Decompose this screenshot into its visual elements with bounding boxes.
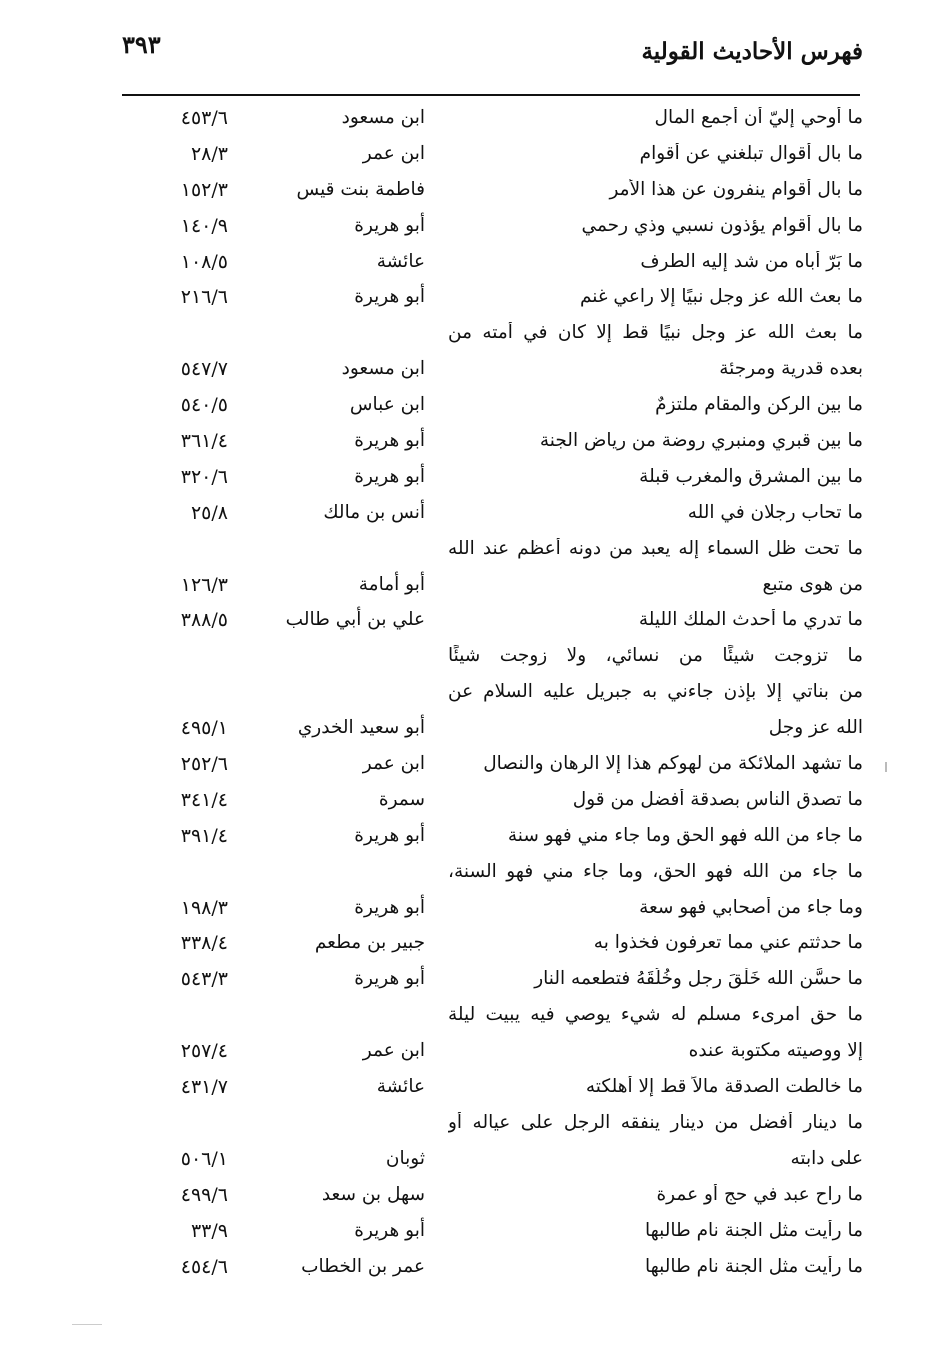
entry-line xyxy=(0,858,935,894)
hadith-text: الله عز وجل xyxy=(768,717,863,739)
narrator-name: ابن عباس xyxy=(349,394,425,416)
volume-page-reference: ٤٩٥/١ xyxy=(180,717,228,740)
narrator-name: ابن مسعود xyxy=(341,107,425,128)
hadith-text: ما تحت ظل السماء إله يعبد من دونه أعظم عند الله xyxy=(448,537,863,559)
entry-line xyxy=(0,1037,935,1073)
hadith-text: من هوى متبع xyxy=(762,573,863,595)
volume-page-reference: ٢١٦/٦ xyxy=(180,286,228,309)
hadith-text: ما حسَّن الله خَلْقَ رجل وخُلُقَهُ فتطعمه النار xyxy=(534,968,863,990)
narrator-name: عائشة xyxy=(376,250,425,272)
narrator-name: ابن مسعود xyxy=(341,358,425,380)
hadith-text: ما بين الركن والمقام ملتزمٌ xyxy=(655,394,863,416)
narrator-name: ابن عمر xyxy=(362,753,425,775)
entry-line xyxy=(0,786,935,822)
index-entry xyxy=(0,535,935,607)
entry-line xyxy=(0,104,935,140)
narrator-name: سهل بن سعد xyxy=(321,1183,425,1205)
volume-page-reference: ٣٤١/٤ xyxy=(180,788,228,811)
narrator-name: أنس بن مالك xyxy=(323,501,425,523)
entry-line xyxy=(0,678,935,714)
hadith-text: بعده قدرية ومرجئة xyxy=(719,358,863,380)
entry-line xyxy=(0,1181,935,1217)
entry-line xyxy=(0,176,935,212)
entry-line xyxy=(0,355,935,391)
hadith-text: ما بعث الله عز وجل نبيًا إلا راعي غنم xyxy=(579,286,863,308)
narrator-name: فاطمة بنت قيس xyxy=(296,178,425,200)
index-entry xyxy=(0,176,935,212)
volume-page-reference: ٤٩٩/٦ xyxy=(180,1183,228,1206)
entry-line xyxy=(0,894,935,930)
entry-line xyxy=(0,750,935,786)
entry-line xyxy=(0,535,935,571)
index-entry xyxy=(0,606,935,642)
volume-page-reference: ٣٨٨/٥ xyxy=(180,609,228,632)
index-entry xyxy=(0,319,935,391)
index-entry xyxy=(0,427,935,463)
volume-page-reference: ٥٠٦/١ xyxy=(180,1147,228,1170)
entry-line xyxy=(0,965,935,1001)
entry-line xyxy=(0,606,935,642)
index-entry xyxy=(0,929,935,965)
hadith-text: ما أُوحي إليّ أن أجمع المال xyxy=(654,107,863,128)
narrator-name: أبو هريرة xyxy=(354,968,425,990)
volume-page-reference: ٥٤٠/٥ xyxy=(180,394,228,417)
entry-line xyxy=(0,1073,935,1109)
hadith-text: ما دينار أفضل من دينار ينفقه الرجل على عياله أو xyxy=(448,1111,863,1133)
index-entry xyxy=(0,248,935,284)
index-entry xyxy=(0,965,935,1001)
entry-line xyxy=(0,463,935,499)
entry-line xyxy=(0,1217,935,1253)
volume-page-reference: ٣٦١/٤ xyxy=(180,430,228,453)
narrator-name: ابن عمر xyxy=(362,1040,425,1062)
running-header-title: فهرس الأحاديث القولية xyxy=(641,38,863,65)
volume-page-reference: ٢٥٢/٦ xyxy=(180,753,228,776)
index-entry xyxy=(0,140,935,176)
narrator-name: أبو هريرة xyxy=(354,896,425,918)
volume-page-reference: ٥٤٧/٧ xyxy=(180,358,228,381)
entry-line xyxy=(0,929,935,965)
hadith-text: ما بال أقوام يؤذون نسبي وذي رحمي xyxy=(581,214,863,236)
entry-line xyxy=(0,822,935,858)
volume-page-reference: ٣٩١/٤ xyxy=(180,824,228,847)
index-entry xyxy=(0,391,935,427)
volume-page-reference: ١٥٢/٣ xyxy=(180,178,228,201)
index-entry xyxy=(0,1073,935,1109)
hadith-text: ما رأيت مثل الجنة نام طالبها xyxy=(644,1255,863,1277)
hadith-text: ما تشهد الملائكة من لهوكم هذا إلا الرهان والنصال xyxy=(483,753,863,775)
index-entry xyxy=(0,463,935,499)
entry-line xyxy=(0,140,935,176)
hadith-index-list xyxy=(0,104,935,1288)
entry-line xyxy=(0,427,935,463)
index-entry xyxy=(0,104,935,140)
hadith-text: ما تصدق الناس بصدقة أفضل من قول xyxy=(572,788,863,810)
hadith-text: ما بين المشرق والمغرب قبلة xyxy=(639,465,863,487)
hadith-text: ما جاء من الله فهو الحق وما جاء مني فهو سنة xyxy=(507,824,863,846)
narrator-name: أبو سعيد الخدري xyxy=(297,717,425,739)
entry-line xyxy=(0,642,935,678)
narrator-name: سمرة xyxy=(378,788,425,810)
narrator-name: أبو هريرة xyxy=(354,430,425,452)
hadith-text: ما رأيت مثل الجنة نام طالبها xyxy=(644,1219,863,1241)
index-entry xyxy=(0,499,935,535)
volume-page-reference: ١٤٠/٩ xyxy=(180,214,228,237)
narrator-name: أبو هريرة xyxy=(354,824,425,846)
volume-page-reference: ٤٣١/٧ xyxy=(180,1076,228,1099)
hadith-text: ما تحاب رجلان في الله xyxy=(687,501,863,523)
volume-page-reference: ١٩٨/٣ xyxy=(180,896,228,919)
narrator-name: أبو هريرة xyxy=(354,286,425,308)
header-rule xyxy=(122,94,860,96)
index-entry xyxy=(0,822,935,858)
index-entry xyxy=(0,786,935,822)
entry-line xyxy=(0,1253,935,1289)
narrator-name: عمر بن الخطاب xyxy=(301,1255,425,1277)
entry-line xyxy=(0,283,935,319)
volume-page-reference: ٣٣/٩ xyxy=(190,1219,228,1242)
volume-page-reference: ٢٥٧/٤ xyxy=(180,1040,228,1063)
volume-page-reference: ٢٥/٨ xyxy=(190,501,228,524)
index-entry xyxy=(0,858,935,930)
hadith-text: ما بال أقوال تبلغني عن أقوام xyxy=(639,142,863,164)
index-entry xyxy=(0,1253,935,1289)
entry-line xyxy=(0,248,935,284)
index-entry xyxy=(0,1001,935,1073)
hadith-text: ما جاء من الله فهو الحق، وما جاء مني فهو السنة، xyxy=(448,860,863,882)
hadith-text: من بناتي إلا بإذن جاءني به جبريل عليه السلام عن xyxy=(448,681,863,703)
index-entry xyxy=(0,750,935,786)
narrator-name: عائشة xyxy=(376,1076,425,1098)
page-number: ٣٩٣ xyxy=(122,30,161,59)
entry-line xyxy=(0,212,935,248)
volume-page-reference: ١٠٨/٥ xyxy=(180,250,228,273)
entry-line xyxy=(0,391,935,427)
entry-line xyxy=(0,1109,935,1145)
volume-page-reference: ٢٨/٣ xyxy=(190,142,228,165)
narrator-name: أبو هريرة xyxy=(354,1219,425,1241)
narrator-name: أبو أمامة xyxy=(358,573,425,595)
index-entry xyxy=(0,1217,935,1253)
volume-page-reference: ٣٣٨/٤ xyxy=(180,932,228,955)
hadith-text: ما تزوجت شيئًا من نسائي، ولا زوجت شيئًا xyxy=(448,645,863,667)
hadith-text: ما بَرّ أباه من شد إليه الطرف xyxy=(640,250,863,272)
narrator-name: علي بن أبي طالب xyxy=(285,609,425,631)
hadith-text: ما تدري ما أحدث الملك الليلة xyxy=(638,609,863,631)
index-entry xyxy=(0,642,935,750)
hadith-text: ما خالطت الصدقة مالاً قط إلا أهلكته xyxy=(585,1076,863,1098)
volume-page-reference: ٣٢٠/٦ xyxy=(180,465,228,488)
entry-line xyxy=(0,571,935,607)
hadith-text: وما جاء من أصحابي فهو سعة xyxy=(639,896,863,918)
hadith-text: على دابته xyxy=(790,1147,863,1169)
volume-page-reference: ١٢٦/٣ xyxy=(180,573,228,596)
index-entry xyxy=(0,283,935,319)
scan-mark xyxy=(885,762,887,772)
narrator-name: ثوبان xyxy=(385,1147,425,1169)
entry-line xyxy=(0,1001,935,1037)
entry-line xyxy=(0,1145,935,1181)
entry-line xyxy=(0,714,935,750)
hadith-text: ما حدثتم عني مما تعرفون فخذوا به xyxy=(593,932,863,954)
hadith-text: ما راح عبد في حج أو عمرة xyxy=(656,1183,863,1205)
index-entry xyxy=(0,212,935,248)
volume-page-reference: ٥٤٣/٣ xyxy=(180,968,228,991)
volume-page-reference: ٤٥٤/٦ xyxy=(180,1255,228,1278)
hadith-text: إلا ووصيته مكتوبة عنده xyxy=(688,1040,863,1062)
scan-mark xyxy=(72,1324,102,1325)
narrator-name: أبو هريرة xyxy=(354,465,425,487)
entry-line xyxy=(0,499,935,535)
hadith-text: ما بال أقوام ينفرون عن هذا الأمر xyxy=(609,178,863,200)
narrator-name: جبير بن مطعم xyxy=(314,932,425,954)
hadith-text: ما بين قبري ومنبري روضة من رياض الجنة xyxy=(539,430,863,452)
hadith-text: ما حق امرىء مسلم له شيء يوصي فيه يبيت ليلة xyxy=(448,1004,863,1026)
volume-page-reference: ٤٥٣/٦ xyxy=(180,107,228,129)
index-entry xyxy=(0,1181,935,1217)
narrator-name: أبو هريرة xyxy=(354,214,425,236)
entry-line xyxy=(0,319,935,355)
narrator-name: ابن عمر xyxy=(362,142,425,164)
index-entry xyxy=(0,1109,935,1181)
hadith-text: ما بعث الله عز وجل نبيًا قط إلا كان في أمته من xyxy=(448,322,863,344)
